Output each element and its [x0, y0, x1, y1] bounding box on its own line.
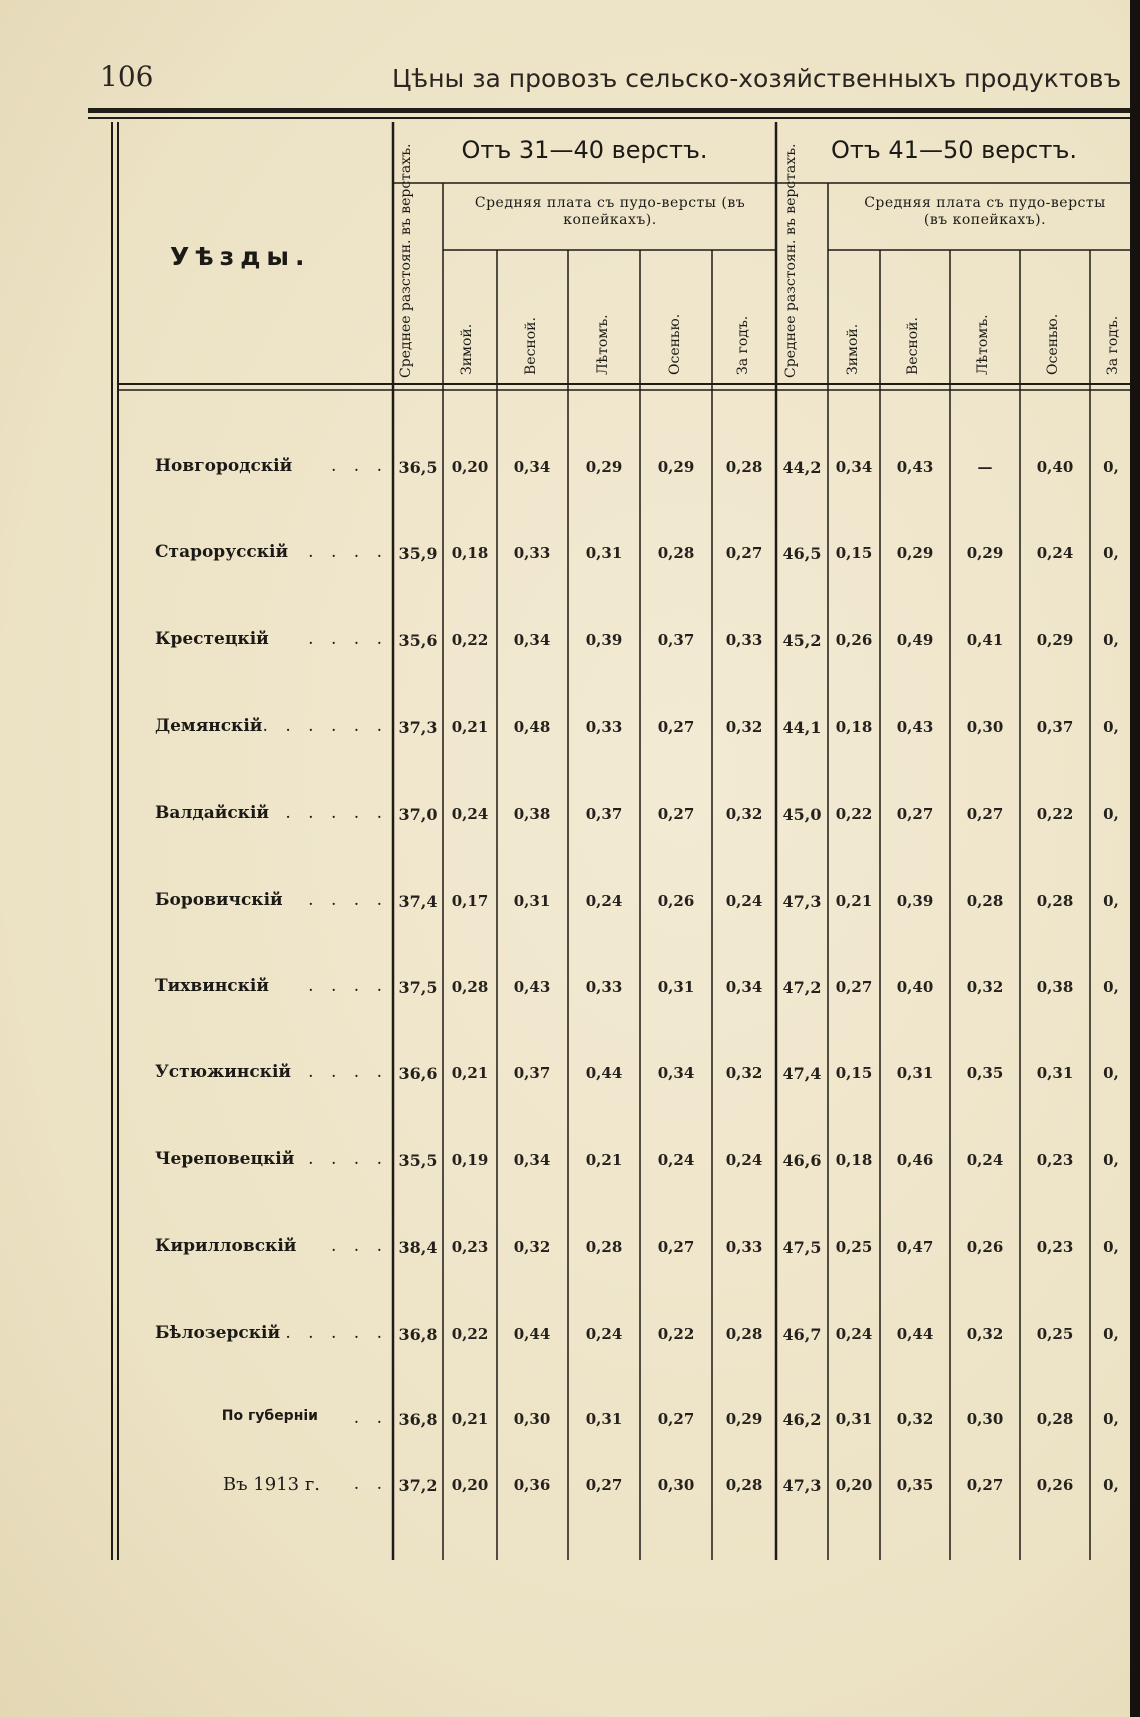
table-cell: 0,28: [657, 544, 695, 562]
table-cell: 0,27: [585, 1476, 623, 1494]
row-leader-dots: . .: [353, 1408, 388, 1428]
table-cell: 0,22: [451, 1325, 489, 1343]
table-cell: 0,18: [835, 1151, 873, 1169]
table-cell: 0,: [1103, 1476, 1119, 1494]
table-cell: 0,47: [896, 1238, 934, 1256]
table-cell: 0,43: [513, 978, 551, 996]
table-cell: 0,34: [725, 978, 763, 996]
table-cell: 0,24: [585, 1325, 623, 1343]
table-cell: 0,35: [896, 1476, 934, 1494]
row-name: По губерніи: [221, 1408, 318, 1424]
table-cell: 0,39: [585, 631, 623, 649]
row-leader-dots: . . . .: [308, 890, 388, 910]
table-cell: 0,39: [896, 892, 934, 910]
table-cell: 0,32: [725, 718, 763, 736]
table-cell: 0,24: [835, 1325, 873, 1343]
table-cell: 0,21: [585, 1151, 623, 1169]
group2-distance-header: Среднее разстоян. въ верстахъ.: [783, 143, 799, 378]
table-cell: 0,24: [725, 1151, 763, 1169]
table-cell: 0,37: [1036, 718, 1074, 736]
table-cell: 0,: [1103, 631, 1119, 649]
table-cell: 0,22: [657, 1325, 695, 1343]
table-cell: 0,44: [513, 1325, 551, 1343]
table-cell: 0,27: [896, 805, 934, 823]
table-cell: 0,30: [966, 718, 1004, 736]
table-cell: 0,27: [657, 718, 695, 736]
table-cell: 37,2: [398, 1476, 438, 1495]
table-cell: 0,44: [585, 1064, 623, 1082]
table-cell: 46,7: [782, 1325, 822, 1344]
table-cell: 0,48: [513, 718, 551, 736]
table-cell: 0,: [1103, 892, 1119, 910]
table-cell: 0,: [1103, 1238, 1119, 1256]
table-cell: 47,5: [782, 1238, 822, 1257]
row-name: Въ 1913 г.: [222, 1474, 320, 1495]
table-cell: 0,25: [835, 1238, 873, 1256]
table-cell: 0,34: [513, 1151, 551, 1169]
table-cell: 0,18: [451, 544, 489, 562]
table-cell: 37,4: [398, 892, 438, 911]
table-cell: 36,8: [398, 1410, 438, 1429]
row-name: Новгородскій: [155, 456, 293, 476]
table-cell: 0,24: [725, 892, 763, 910]
table-cell: 0,: [1103, 718, 1119, 736]
table-cell: 0,31: [585, 544, 623, 562]
table-cell: 0,34: [657, 1064, 695, 1082]
table-cell: 0,31: [585, 1410, 623, 1428]
table-cell: 0,26: [966, 1238, 1004, 1256]
table-cell: 0,18: [835, 718, 873, 736]
group2-season-spring: Весной.: [905, 317, 921, 375]
table-cell: 45,0: [782, 805, 822, 824]
table-cell: 0,20: [451, 458, 489, 476]
table-cell: 0,27: [966, 1476, 1004, 1494]
table-cell: 0,46: [896, 1151, 934, 1169]
running-title: Цѣны за провозъ сельско-хозяйственныхъ продуктовъ: [392, 64, 1122, 93]
table-cell: 0,: [1103, 544, 1119, 562]
table-cell: 0,22: [835, 805, 873, 823]
table-cell: 0,49: [896, 631, 934, 649]
table-cell: 0,34: [513, 631, 551, 649]
page-number: 106: [100, 60, 154, 93]
table-cell: 0,24: [1036, 544, 1074, 562]
table-cell: 35,9: [398, 544, 438, 563]
table-cell: 0,31: [513, 892, 551, 910]
row-name: Валдайскій: [155, 803, 270, 823]
table-cell: 0,35: [966, 1064, 1004, 1082]
row-leader-dots: . . .: [330, 1236, 388, 1256]
table-cell: 0,37: [657, 631, 695, 649]
row-name: Старорусскій: [155, 542, 289, 562]
table-cell: 0,31: [835, 1410, 873, 1428]
table-cell: 0,32: [513, 1238, 551, 1256]
table-cell: 0,19: [451, 1151, 489, 1169]
table-cell: 0,28: [725, 1325, 763, 1343]
table-cell: 0,43: [896, 718, 934, 736]
group2-season-year: За годъ.: [1105, 315, 1121, 375]
table-cell: 0,15: [835, 1064, 873, 1082]
table-cell: 0,33: [725, 631, 763, 649]
table-cell: 0,23: [1036, 1151, 1074, 1169]
table-cell: 0,29: [966, 544, 1004, 562]
table-cell: 0,24: [451, 805, 489, 823]
row-leader-dots: . . . .: [308, 1149, 388, 1169]
table-cell: 0,40: [896, 978, 934, 996]
table-cell: 36,8: [398, 1325, 438, 1344]
group1-distance-header: Среднее разстоян. въ верстахъ.: [398, 143, 414, 378]
table-cell: 0,28: [1036, 1410, 1074, 1428]
table-cell: 0,27: [835, 978, 873, 996]
table-cell: 36,5: [398, 458, 438, 477]
row-name: Череповецкій: [155, 1149, 295, 1169]
group1-fee-header: Средняя плата съ пудо-версты (въ копейкахъ).: [474, 195, 746, 228]
table-cell: 0,: [1103, 978, 1119, 996]
table-cell: 0,22: [1036, 805, 1074, 823]
table-cell: 0,37: [513, 1064, 551, 1082]
table-cell: 37,5: [398, 978, 438, 997]
group2-season-autumn: Осенью.: [1045, 313, 1061, 375]
table-cell: 0,31: [896, 1064, 934, 1082]
table-cell: 0,: [1103, 1325, 1119, 1343]
table-cell: 0,26: [1036, 1476, 1074, 1494]
group1-season-summer: Лѣтомъ.: [595, 314, 611, 375]
table-cell: 0,: [1103, 1151, 1119, 1169]
table-cell: 0,34: [513, 458, 551, 476]
table-cell: 46,2: [782, 1410, 822, 1429]
table-cell: 0,26: [657, 892, 695, 910]
table-cell: 0,27: [725, 544, 763, 562]
table-cell: 0,30: [513, 1410, 551, 1428]
table-cell: 0,22: [451, 631, 489, 649]
table-cell: 46,6: [782, 1151, 822, 1170]
group2-season-winter: Зимой.: [845, 323, 861, 375]
table-cell: 0,33: [513, 544, 551, 562]
table-cell: 0,32: [725, 1064, 763, 1082]
row-leader-dots: . . . . .: [285, 1323, 388, 1343]
row-leader-dots: . . . . .: [285, 1062, 388, 1082]
table-cell: 0,31: [1036, 1064, 1074, 1082]
row-leader-dots: . .: [353, 1474, 388, 1494]
group1-season-spring: Весной.: [523, 317, 539, 375]
table-cell: 0,44: [896, 1325, 934, 1343]
row-leader-dots: . . . . .: [285, 803, 388, 823]
group2-title: Отъ 41—50 верстъ.: [830, 136, 1078, 164]
table-cell: 0,32: [966, 1325, 1004, 1343]
table-cell: 46,5: [782, 544, 822, 563]
table-cell: 0,34: [835, 458, 873, 476]
table-cell: 0,17: [451, 892, 489, 910]
table-cell: 0,23: [451, 1238, 489, 1256]
table-cell: 0,30: [966, 1410, 1004, 1428]
page-binding-shadow: [1130, 0, 1140, 1717]
table-cell: 0,32: [966, 978, 1004, 996]
table-cell: 0,36: [513, 1476, 551, 1494]
table-cell: 37,3: [398, 718, 438, 737]
table-cell: 0,28: [966, 892, 1004, 910]
table-cell: 0,21: [451, 1064, 489, 1082]
table-cell: 0,: [1103, 458, 1119, 476]
table-cell: 44,1: [782, 718, 822, 737]
row-name: Бѣлозерскій: [155, 1323, 281, 1343]
table-cell: 0,28: [725, 458, 763, 476]
table-cell: 0,15: [835, 544, 873, 562]
table-cell: 0,29: [657, 458, 695, 476]
table-cell: 0,24: [657, 1151, 695, 1169]
group1-season-year: За годъ.: [735, 315, 751, 375]
table-cell: 0,30: [657, 1476, 695, 1494]
table-cell: 0,41: [966, 631, 1004, 649]
row-leader-dots: . . . .: [308, 542, 388, 562]
table-cell: 0,27: [966, 805, 1004, 823]
table-cell: 35,6: [398, 631, 438, 650]
table-cell: 36,6: [398, 1064, 438, 1083]
table-cell: 0,21: [451, 718, 489, 736]
group2-fee-header: Средняя плата съ пудо-версты (въ копейкахъ).: [864, 195, 1106, 228]
row-name: Крестецкій: [155, 629, 269, 649]
table-cell: 0,29: [725, 1410, 763, 1428]
table-cell: 0,33: [585, 978, 623, 996]
table-cell: 0,40: [1036, 458, 1074, 476]
stub-header: Уѣзды.: [170, 242, 311, 271]
table-cell: 0,31: [657, 978, 695, 996]
table-cell: 35,5: [398, 1151, 438, 1170]
table-cell: 0,32: [896, 1410, 934, 1428]
table-cell: 0,37: [585, 805, 623, 823]
table-cell: 37,0: [398, 805, 438, 824]
table-cell: 0,26: [835, 631, 873, 649]
table-cell: 0,32: [725, 805, 763, 823]
group1-season-autumn: Осенью.: [667, 313, 683, 375]
table-cell: 47,3: [782, 892, 822, 911]
table-cell: 0,: [1103, 1064, 1119, 1082]
row-leader-dots: . . .: [330, 456, 388, 476]
table-cell: 0,: [1103, 805, 1119, 823]
table-cell: 0,24: [966, 1151, 1004, 1169]
table-cell: 0,43: [896, 458, 934, 476]
table-cell: 0,28: [725, 1476, 763, 1494]
table-cell: 0,27: [657, 805, 695, 823]
row-leader-dots: . . . .: [308, 976, 388, 996]
group1-title: Отъ 31—40 верстъ.: [461, 136, 708, 164]
table-cell: 0,38: [513, 805, 551, 823]
table-cell: 0,27: [657, 1410, 695, 1428]
row-leader-dots: . . . . . .: [262, 716, 388, 736]
table-cell: 47,4: [782, 1064, 822, 1083]
table-cell: 0,21: [835, 892, 873, 910]
table-cell: 0,20: [451, 1476, 489, 1494]
table-cell: 0,38: [1036, 978, 1074, 996]
table-cell: 0,20: [835, 1476, 873, 1494]
table-cell: 0,27: [657, 1238, 695, 1256]
table-cell: —: [977, 458, 993, 476]
table-cell: 47,3: [782, 1476, 822, 1495]
table-cell: 0,21: [451, 1410, 489, 1428]
row-name: Кирилловскій: [155, 1236, 297, 1256]
row-name: Устюжинскій: [155, 1062, 292, 1082]
row-name: Демянскій: [155, 716, 263, 736]
table-cell: 0,28: [1036, 892, 1074, 910]
table-cell: 0,28: [585, 1238, 623, 1256]
table-cell: 0,33: [725, 1238, 763, 1256]
group1-season-winter: Зимой.: [459, 323, 475, 375]
table-cell: 0,29: [585, 458, 623, 476]
table-cell: 0,28: [451, 978, 489, 996]
table-cell: 0,33: [585, 718, 623, 736]
table-cell: 0,29: [896, 544, 934, 562]
row-name: Боровичскій: [155, 890, 283, 910]
group2-season-summer: Лѣтомъ.: [975, 314, 991, 375]
table-cell: 45,2: [782, 631, 822, 650]
table-cell: 38,4: [398, 1238, 438, 1257]
table-cell: 44,2: [782, 458, 822, 477]
table-cell: 47,2: [782, 978, 822, 997]
table-cell: 0,23: [1036, 1238, 1074, 1256]
row-leader-dots: . . . .: [308, 629, 388, 649]
table-cell: 0,25: [1036, 1325, 1074, 1343]
table-cell: 0,24: [585, 892, 623, 910]
table-cell: 0,: [1103, 1410, 1119, 1428]
table-cell: 0,29: [1036, 631, 1074, 649]
row-name: Тихвинскій: [155, 976, 269, 996]
